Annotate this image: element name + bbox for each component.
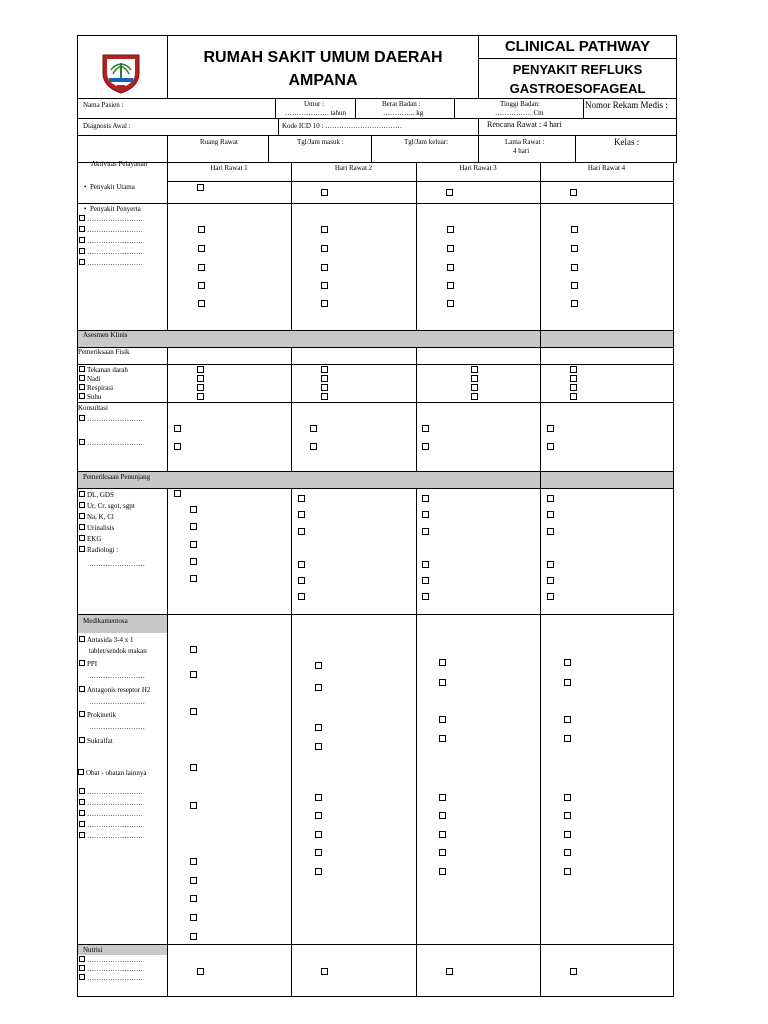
day-checkbox[interactable]	[315, 684, 322, 691]
comorbidity-item[interactable]: ……………………	[79, 226, 143, 234]
day-checkbox[interactable]	[321, 968, 328, 975]
ppi-item[interactable]: PPI	[79, 660, 97, 668]
day-checkbox[interactable]	[315, 724, 322, 731]
day-checkbox[interactable]	[547, 425, 554, 432]
day-checkbox[interactable]	[571, 226, 578, 233]
day-checkbox[interactable]	[197, 968, 204, 975]
lab-item[interactable]: Na, K, Cl	[79, 513, 114, 521]
age-label: Umur :	[304, 100, 325, 108]
day-checkbox[interactable]	[547, 593, 554, 600]
h2-antagonist-item[interactable]: Antagonis reseptor H2	[79, 686, 150, 694]
day-checkbox[interactable]	[447, 300, 454, 307]
medical-record-label: Nomor Rekam Medis :	[585, 100, 668, 110]
day-checkbox[interactable]	[190, 506, 197, 513]
supporting-exam-label: Pemeriksaan Penunjang	[83, 473, 151, 481]
h2-dots: ……………………	[89, 698, 145, 706]
day-checkbox[interactable]	[198, 226, 205, 233]
nutrition-item[interactable]: ……………………	[79, 956, 143, 964]
day-checkbox[interactable]	[446, 968, 453, 975]
class-header: Kelas :	[614, 137, 640, 147]
physical-exam-label: Pemeriksaan Fisik	[78, 348, 130, 356]
day-checkbox[interactable]	[197, 393, 204, 400]
day-checkbox[interactable]	[422, 511, 429, 518]
icd-code-label: Kode ICD 10 : ……………………………	[282, 122, 403, 130]
day-checkbox[interactable]	[447, 245, 454, 252]
day-checkbox[interactable]	[547, 511, 554, 518]
day-checkbox[interactable]	[190, 558, 197, 565]
day-checkbox[interactable]	[422, 495, 429, 502]
day-checkbox[interactable]	[570, 968, 577, 975]
day-checkbox[interactable]	[190, 933, 197, 940]
antacid-dose: tablet/sendok makan	[89, 647, 147, 655]
length-stay-value: 4 hari	[513, 147, 530, 155]
day-checkbox[interactable]	[439, 679, 446, 686]
day-checkbox[interactable]	[321, 245, 328, 252]
day-checkbox[interactable]	[190, 575, 197, 582]
day-checkbox[interactable]	[471, 384, 478, 391]
day-checkbox[interactable]	[422, 528, 429, 535]
medication-label: Medikamentosa	[83, 617, 128, 625]
day-checkbox[interactable]	[564, 735, 571, 742]
day-checkbox[interactable]	[564, 868, 571, 875]
admit-date-header: Tgl/Jam masuk :	[297, 138, 344, 146]
day-checkbox[interactable]	[439, 849, 446, 856]
day-checkbox[interactable]	[174, 443, 181, 450]
day-checkbox[interactable]	[571, 282, 578, 289]
day-checkbox[interactable]	[447, 264, 454, 271]
day-checkbox[interactable]	[471, 375, 478, 382]
day-checkbox[interactable]	[422, 443, 429, 450]
day-checkbox[interactable]	[571, 300, 578, 307]
nutrition-item[interactable]: ……………………	[79, 965, 143, 973]
day-checkbox[interactable]	[564, 794, 571, 801]
day-checkbox[interactable]	[571, 264, 578, 271]
day-checkbox[interactable]	[547, 495, 554, 502]
hospital-name: RUMAH SAKIT UMUM DAERAH AMPANA	[203, 49, 443, 89]
day-checkbox[interactable]	[570, 375, 577, 382]
disease-title-line2: GASTROESOFAGEAL	[509, 81, 646, 96]
day-checkbox[interactable]	[197, 384, 204, 391]
day-checkbox[interactable]	[315, 849, 322, 856]
day-checkbox[interactable]	[190, 646, 197, 653]
day-checkbox[interactable]	[190, 671, 197, 678]
comorbidity-item[interactable]: ……………………	[79, 248, 143, 256]
day-checkbox[interactable]	[298, 577, 305, 584]
day-checkbox[interactable]	[197, 366, 204, 373]
day-checkbox[interactable]	[190, 802, 197, 809]
day-checkbox[interactable]	[547, 528, 554, 535]
day-checkbox[interactable]	[564, 659, 571, 666]
patient-name-label: Nama Pasien :	[83, 101, 124, 109]
clinical-assessment-label: Asesmen Klinis	[83, 331, 128, 339]
day-checkbox[interactable]	[547, 443, 554, 450]
pathway-title: CLINICAL PATHWAY	[504, 38, 651, 55]
planned-stay-label: Rencana Rawat : 4 hari	[487, 120, 562, 129]
day-checkbox[interactable]	[315, 868, 322, 875]
day-checkbox[interactable]	[190, 708, 197, 715]
day-checkbox[interactable]	[197, 375, 204, 382]
other-drug-line[interactable]: ……………………	[79, 810, 143, 818]
primary-disease-label: • Penyakit Utama	[84, 183, 135, 191]
activity-header: Aktivitas Pelayanan	[91, 160, 148, 168]
weight-label: Berat Badan :	[382, 100, 421, 108]
day-checkbox[interactable]	[564, 831, 571, 838]
day-checkbox[interactable]	[547, 561, 554, 568]
lab-item[interactable]: EKG	[79, 535, 101, 543]
day-checkbox[interactable]	[422, 593, 429, 600]
sucralfate-item[interactable]: Sukralfat	[79, 737, 113, 745]
nutrition-item[interactable]: ……………………	[79, 974, 143, 982]
day-checkbox[interactable]	[570, 384, 577, 391]
day-checkbox[interactable]	[298, 593, 305, 600]
day-checkbox[interactable]	[190, 914, 197, 921]
day-checkbox[interactable]	[315, 794, 322, 801]
day-checkbox[interactable]	[321, 375, 328, 382]
discharge-date-header: Tgl/Jam keluar:	[404, 138, 449, 146]
day-checkbox[interactable]	[570, 393, 577, 400]
height-unit: ……………. Cm	[495, 109, 544, 117]
day-2-header: Hari Rawat 2	[334, 164, 373, 172]
comorbidity-item[interactable]: ……………………	[79, 215, 143, 223]
day-checkbox[interactable]	[310, 443, 317, 450]
day-checkbox[interactable]	[439, 716, 446, 723]
day-checkbox[interactable]	[439, 794, 446, 801]
day-checkbox[interactable]	[315, 743, 322, 750]
day-checkbox[interactable]	[321, 366, 328, 373]
day-checkbox[interactable]	[190, 877, 197, 884]
day-1-header: Hari Rawat 1	[210, 164, 248, 172]
day-checkbox[interactable]	[298, 511, 305, 518]
day-checkbox[interactable]	[439, 812, 446, 819]
day-checkbox[interactable]	[321, 384, 328, 391]
day-checkbox[interactable]	[315, 662, 322, 669]
disease-title-line1: PENYAKIT REFLUKS	[512, 62, 643, 77]
day-checkbox[interactable]	[564, 849, 571, 856]
day-checkbox[interactable]	[321, 226, 328, 233]
day-3-header: Hari Rawat 3	[459, 164, 497, 172]
day-checkbox[interactable]	[310, 425, 317, 432]
day-checkbox[interactable]	[471, 393, 478, 400]
day-checkbox[interactable]	[197, 184, 204, 191]
day-checkbox[interactable]	[564, 716, 571, 723]
day-checkbox[interactable]	[422, 561, 429, 568]
vital-item[interactable]: Suhu	[79, 393, 101, 401]
day-checkbox[interactable]	[298, 528, 305, 535]
comorbidity-item[interactable]: ……………………	[79, 237, 143, 245]
day-checkbox[interactable]	[422, 577, 429, 584]
antacid-item[interactable]: Antasida 3-4 x 1	[79, 636, 133, 644]
lab-item[interactable]: Urinalisis	[79, 524, 114, 532]
day-checkbox[interactable]	[190, 858, 197, 865]
day-checkbox[interactable]	[190, 895, 197, 902]
other-drug-line[interactable]: ……………………	[79, 821, 143, 829]
weight-unit: ………….. kg	[383, 109, 424, 117]
day-checkbox[interactable]	[198, 282, 205, 289]
day-checkbox[interactable]	[564, 812, 571, 819]
ppi-dots: ……………………	[89, 672, 145, 680]
day-checkbox[interactable]	[298, 561, 305, 568]
day-checkbox[interactable]	[439, 735, 446, 742]
day-checkbox[interactable]	[439, 831, 446, 838]
room-header: Ruang Rawat	[200, 138, 238, 146]
lab-item[interactable]: Radiologi :	[79, 546, 118, 554]
age-unit: ………………. tahun	[285, 109, 347, 117]
day-checkbox[interactable]	[570, 366, 577, 373]
day-checkbox[interactable]	[174, 490, 181, 497]
other-drug-line[interactable]: ……………………	[79, 832, 143, 840]
vital-item[interactable]: Tekanan darah	[79, 366, 128, 374]
consultation-item[interactable]: ……………………	[79, 415, 143, 423]
day-4-header: Hari Rawat 4	[587, 164, 626, 172]
day-checkbox[interactable]	[315, 812, 322, 819]
day-checkbox[interactable]	[198, 264, 205, 271]
prokinetic-item[interactable]: Prokinetik	[79, 711, 116, 719]
day-checkbox[interactable]	[570, 189, 577, 196]
day-checkbox[interactable]	[321, 264, 328, 271]
day-checkbox[interactable]	[571, 245, 578, 252]
day-checkbox[interactable]	[190, 523, 197, 530]
day-checkbox[interactable]	[564, 679, 571, 686]
day-checkbox[interactable]	[298, 495, 305, 502]
comorbidity-label: • Penyakit Penyerta	[84, 205, 141, 213]
other-drug-line[interactable]: ……………………	[79, 788, 143, 796]
day-checkbox[interactable]	[321, 300, 328, 307]
hospital-crest-icon	[100, 51, 142, 95]
hospital-logo	[100, 51, 142, 95]
day-checkbox[interactable]	[190, 764, 197, 771]
day-checkbox[interactable]	[446, 189, 453, 196]
diagnosis-label: Diagnosis Awal :	[83, 122, 131, 130]
day-checkbox[interactable]	[321, 189, 328, 196]
day-checkbox[interactable]	[321, 282, 328, 289]
day-checkbox[interactable]	[439, 868, 446, 875]
day-checkbox[interactable]	[174, 425, 181, 432]
day-checkbox[interactable]	[439, 659, 446, 666]
prokinetic-dots: ……………………	[89, 723, 145, 731]
radiology-dots: ……………………	[89, 560, 145, 568]
lab-item[interactable]: DL, GDS	[79, 491, 114, 499]
day-checkbox[interactable]	[198, 245, 205, 252]
nutrition-label: Nutrisi	[83, 946, 103, 954]
day-checkbox[interactable]	[547, 577, 554, 584]
day-checkbox[interactable]	[447, 282, 454, 289]
day-checkbox[interactable]	[198, 300, 205, 307]
length-stay-header: Lama Rawat :	[505, 138, 545, 146]
vital-item[interactable]: Respirasi	[79, 384, 113, 392]
consultation-item[interactable]: ……………………	[79, 439, 143, 447]
day-checkbox[interactable]	[447, 226, 454, 233]
vital-item[interactable]: Nadi	[79, 375, 101, 383]
day-checkbox[interactable]	[315, 831, 322, 838]
comorbidity-item[interactable]: ……………………	[79, 259, 143, 267]
height-label: Tinggi Badan:	[500, 100, 540, 108]
day-checkbox[interactable]	[190, 541, 197, 548]
day-checkbox[interactable]	[321, 393, 328, 400]
other-drugs-item[interactable]: Obat - obatan lainnya	[78, 769, 146, 777]
other-drug-line[interactable]: ……………………	[79, 799, 143, 807]
consultation-label: Konsultasi	[78, 404, 108, 412]
lab-item[interactable]: Ur, Cr, sgot, sgpt	[79, 502, 135, 510]
day-checkbox[interactable]	[422, 425, 429, 432]
day-checkbox[interactable]	[471, 366, 478, 373]
